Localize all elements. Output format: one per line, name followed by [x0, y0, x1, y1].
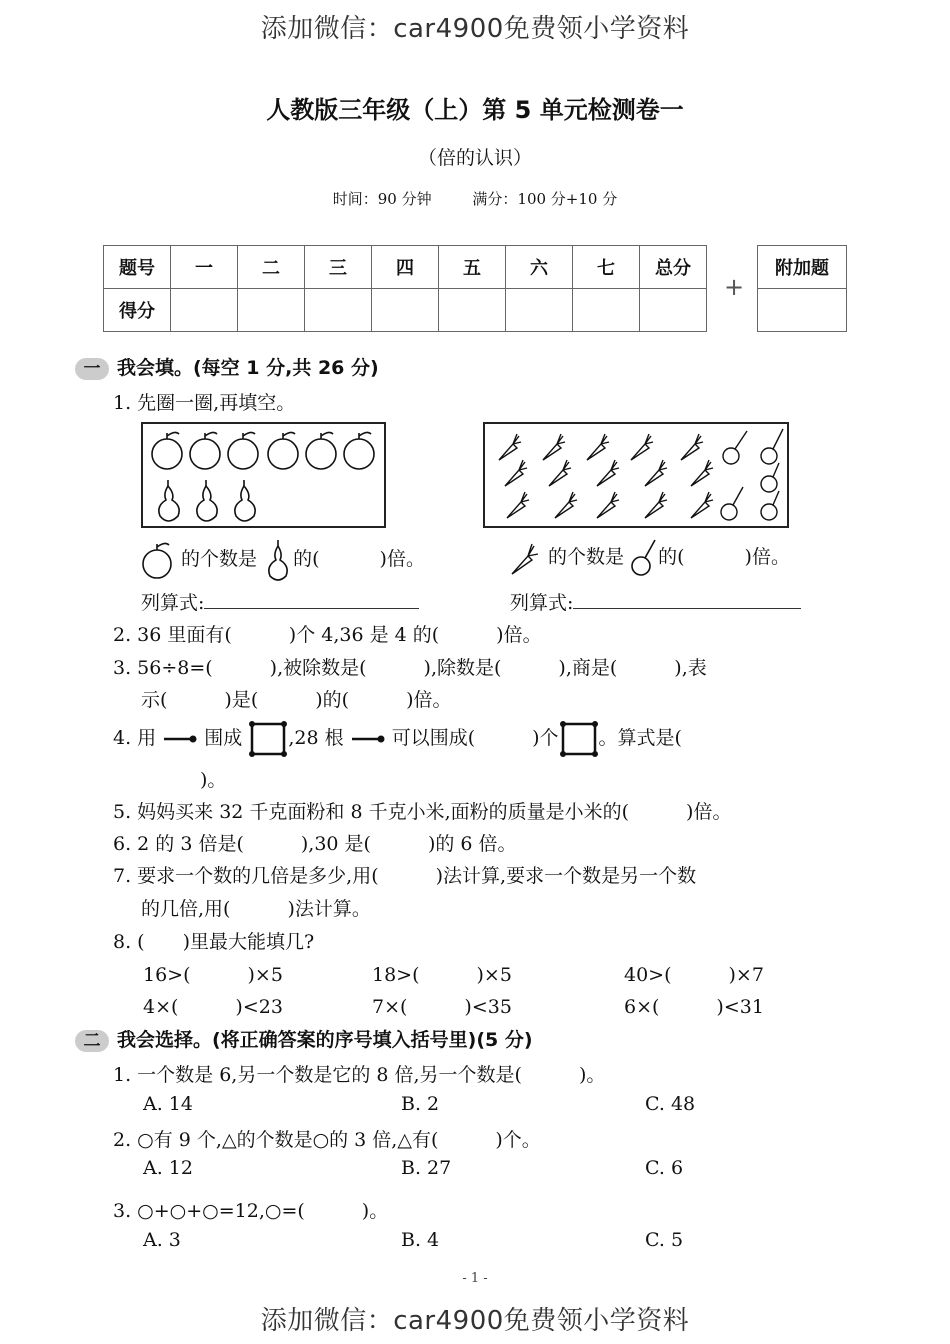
apples-and-pears-illustration — [143, 424, 384, 526]
carrot-icon — [645, 460, 667, 486]
q4-text-d: 可以围成( )个 — [391, 727, 559, 749]
lollipop-icon — [630, 538, 658, 578]
pear-icon — [263, 538, 293, 582]
carrot-icon — [691, 492, 713, 518]
carrot-icon — [597, 492, 619, 518]
question-2: 2. 36 里面有( )个 4,36 是 4 的( )倍。 — [113, 624, 542, 646]
q1-right-end: )倍。 — [744, 546, 790, 568]
score-header: 六 — [506, 246, 573, 289]
apple-icon — [268, 432, 298, 469]
q1-right-sentence — [508, 538, 790, 582]
q4-text-e: 。算式是( — [598, 727, 682, 749]
carrot-icon — [555, 492, 577, 518]
stick-icon — [350, 733, 386, 745]
option-b[interactable]: B. 4 — [401, 1229, 440, 1251]
carrot-icon — [543, 434, 565, 460]
score-cell[interactable] — [305, 289, 372, 332]
option-a[interactable]: A. 3 — [143, 1229, 181, 1251]
q8-item: 7×( )<35 — [372, 996, 512, 1018]
question-3-line1: 3. 56÷8=( ),被除数是( ),除数是( ),商是( ),表 — [113, 657, 707, 679]
pear-icon — [197, 480, 217, 521]
apple-icon — [344, 432, 374, 469]
lollipop-icon — [723, 431, 747, 464]
q8-item: 40>( )×7 — [624, 964, 764, 986]
page-title: 人教版三年级（上）第 5 单元检测卷一 — [266, 96, 684, 124]
q8-item: 18>( )×5 — [372, 964, 512, 986]
section-1-title-text: 我会填。(每空 1 分,共 26 分) — [117, 357, 379, 379]
q1-right-text: 的个数是 — [548, 546, 625, 568]
section-2-title-text: 我会选择。(将正确答案的序号填入括号里)(5 分) — [117, 1029, 533, 1051]
score-row-label: 得分 — [104, 289, 171, 332]
carrots-and-lollipops-illustration — [485, 424, 787, 526]
score-header: 题号 — [104, 246, 171, 289]
carrot-icon — [499, 434, 521, 460]
option-c[interactable]: C. 48 — [645, 1093, 696, 1115]
score-cell[interactable] — [171, 289, 238, 332]
fruit-picture-box — [141, 422, 386, 528]
score-header: 二 — [238, 246, 305, 289]
apple-icon — [306, 432, 336, 469]
question-7-line2: 的几倍,用( )法计算。 — [141, 898, 371, 920]
option-b[interactable]: B. 2 — [401, 1093, 440, 1115]
carrot-icon — [587, 434, 609, 460]
formula-label: 列算式: — [510, 592, 574, 614]
q4-text-a: 4. 用 — [113, 727, 157, 749]
pear-icon — [159, 480, 179, 521]
question-4-line1 — [113, 720, 682, 760]
formula-answer-line[interactable] — [204, 588, 419, 609]
extra-header: 附加题 — [758, 246, 847, 289]
apple-icon — [141, 540, 175, 580]
question-6: 6. 2 的 3 倍是( ),30 是( )的 6 倍。 — [113, 833, 517, 855]
section-1-title — [75, 353, 379, 380]
option-a[interactable]: A. 12 — [143, 1157, 193, 1179]
score-header: 五 — [439, 246, 506, 289]
stick-icon — [162, 733, 198, 745]
carrot-icon — [681, 434, 703, 460]
question-5: 5. 妈妈买来 32 千克面粉和 8 千克小米,面粉的质量是小米的( )倍。 — [113, 801, 732, 823]
exam-time: 时间：90 分钟 — [332, 190, 432, 208]
choice-question-1: 1. 一个数是 6,另一个数是它的 8 倍,另一个数是( )。 — [113, 1064, 606, 1086]
q1-left-sentence — [141, 538, 425, 582]
apple-icon — [228, 432, 258, 469]
q1-right-formula — [510, 588, 801, 615]
carrot-icon — [597, 460, 619, 486]
carrot-icon — [631, 434, 653, 460]
score-cell[interactable] — [640, 289, 707, 332]
option-a[interactable]: A. 14 — [143, 1093, 193, 1115]
q1-right-mid: 的( — [658, 546, 685, 568]
lollipop-icon — [721, 487, 743, 520]
section-badge: 二 — [75, 1030, 109, 1052]
exam-full-score: 满分：100 分+10 分 — [472, 190, 618, 208]
question-7-line1: 7. 要求一个数的几倍是多少,用( )法计算,要求一个数是另一个数 — [113, 865, 697, 887]
plus-sign: + — [724, 273, 745, 301]
square-icon — [248, 720, 288, 758]
q1-left-formula — [141, 588, 419, 615]
apple-icon — [190, 432, 220, 469]
option-c[interactable]: C. 5 — [645, 1229, 684, 1251]
question-1: 1. 先圈一圈,再填空。 — [113, 392, 296, 414]
watermark-bottom: 添加微信：car4900免费领小学资料 — [260, 1306, 690, 1336]
carrot-icon — [549, 460, 571, 486]
question-8: 8. ( )里最大能填几? — [113, 931, 315, 953]
choice-question-2: 2. ○有 9 个,△的个数是○的 3 倍,△有( )个。 — [113, 1129, 541, 1151]
q8-item: 6×( )<31 — [624, 996, 764, 1018]
score-cell[interactable] — [573, 289, 640, 332]
exam-info — [0, 188, 950, 209]
watermark-top: 添加微信：car4900免费领小学资料 — [260, 14, 690, 44]
q1-left-end: )倍。 — [379, 548, 425, 570]
q1-left-mid: 的( — [293, 548, 320, 570]
formula-label: 列算式: — [141, 592, 205, 614]
score-cell[interactable] — [439, 289, 506, 332]
choice-question-3: 3. ○+○+○=12,○=( )。 — [113, 1200, 389, 1222]
score-cell[interactable] — [506, 289, 573, 332]
page-subtitle: （倍的认识） — [417, 147, 532, 169]
score-cell[interactable] — [372, 289, 439, 332]
extra-score-cell[interactable] — [758, 289, 847, 332]
score-header: 总分 — [640, 246, 707, 289]
score-header: 一 — [171, 246, 238, 289]
q4-text-c: ,28 根 — [288, 727, 344, 749]
pear-icon — [235, 480, 255, 521]
score-cell[interactable] — [238, 289, 305, 332]
square-icon — [559, 720, 599, 758]
lollipop-icon — [761, 429, 783, 464]
option-b[interactable]: B. 27 — [401, 1157, 452, 1179]
score-table — [103, 245, 707, 332]
formula-answer-line[interactable] — [573, 588, 801, 609]
page-number: - 1 - — [462, 1271, 488, 1286]
lollipop-icon — [761, 463, 779, 492]
question-4-line2: )。 — [200, 769, 227, 791]
apple-icon — [152, 432, 182, 469]
question-3-line2: 示( )是( )的( )倍。 — [141, 689, 452, 711]
q4-text-b: 围成 — [204, 727, 243, 749]
carrot-icon — [507, 492, 529, 518]
q1-left-text: 的个数是 — [181, 548, 258, 570]
extra-score-table — [757, 245, 847, 332]
carrot-icon — [645, 492, 667, 518]
q8-item: 16>( )×5 — [143, 964, 283, 986]
section-badge: 一 — [75, 358, 109, 380]
carrot-icon — [691, 460, 713, 486]
carrot-icon — [508, 538, 542, 578]
score-header: 七 — [573, 246, 640, 289]
lollipop-icon — [761, 491, 779, 520]
vegetable-picture-box — [483, 422, 789, 528]
option-c[interactable]: C. 6 — [645, 1157, 684, 1179]
carrot-icon — [505, 460, 527, 486]
score-header: 四 — [372, 246, 439, 289]
section-2-title — [75, 1025, 533, 1052]
q8-item: 4×( )<23 — [143, 996, 283, 1018]
score-header: 三 — [305, 246, 372, 289]
